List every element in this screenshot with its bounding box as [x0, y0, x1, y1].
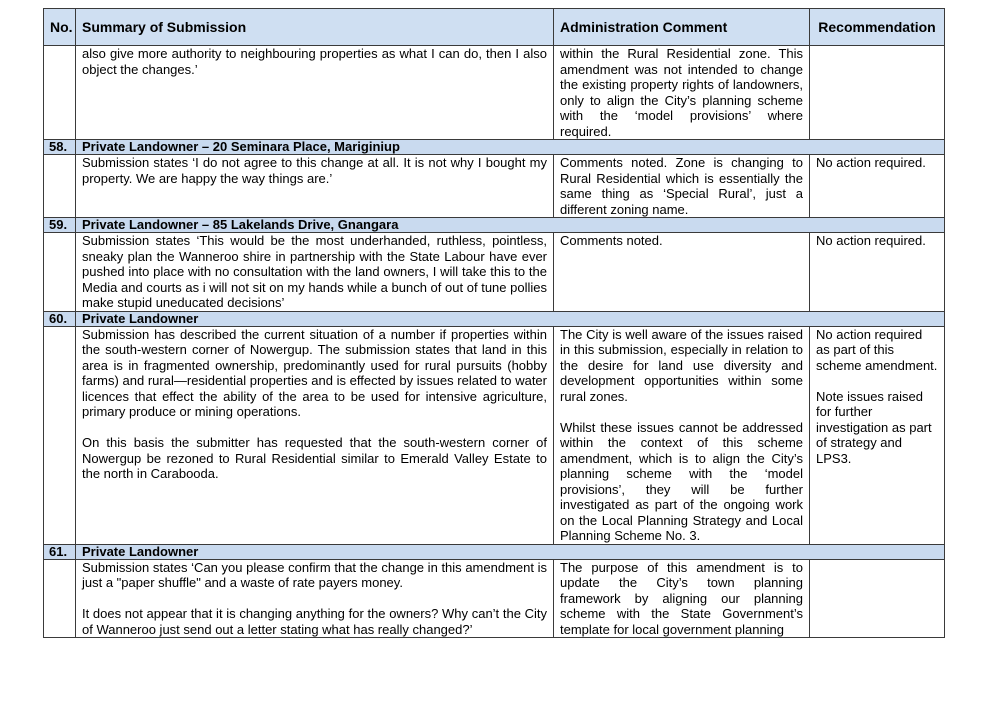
continued-row [44, 46, 945, 140]
header-comment: Administration Comment [554, 9, 810, 46]
administration-comment-cell [554, 233, 810, 312]
continued-summary-text: also give more authority to neighbouring properties as what I can do, then I also object the changes.’ [82, 46, 547, 77]
submission-detail-row [44, 559, 945, 638]
recommendation-text: No action required. [816, 155, 926, 170]
submission-detail-row [44, 233, 945, 312]
submission-detail-row [44, 155, 945, 218]
continued-summary-cell [76, 46, 554, 140]
summary-text: Submission states ‘I do not agree to this change at all. It is not why I bought my property. We are happy the way things are.’ [82, 155, 547, 186]
submission-heading-row [44, 140, 945, 155]
summary-text: On this basis the submitter has requested that the south-western corner of Nowergup be rezoned to Rural Residential similar to Emerald Valley Estate to the north in Carabooda. [82, 435, 547, 481]
summary-text: Submission states ‘Can you please confirm that the change in this amendment is just a "paper shuffle" and a waste of rate payers money. [82, 559, 547, 590]
submission-number-cell [44, 155, 76, 218]
submission-title: Private Landowner [76, 311, 945, 326]
submission-number-cell [44, 559, 76, 638]
continued-comment-text: within the Rural Residential zone. This amendment was not intended to change the existing property rights of landowners, only to align the City’s planning scheme with the ‘model provisions’ where required. [560, 46, 803, 139]
submission-heading-row [44, 311, 945, 326]
recommendation-cell [810, 155, 945, 218]
submissions-table-page [43, 8, 944, 638]
submission-heading-row [44, 544, 945, 559]
recommendation-text: Note issues raised for further investigation as part of strategy and LPS3. [816, 388, 932, 466]
header-recommendation: Recommendation [810, 9, 945, 46]
submission-number: 61. [44, 544, 76, 559]
recommendation-cell [810, 559, 945, 638]
comment-text: Comments noted. Zone is changing to Rural Residential which is essentially the same thing as ‘Special Rural’, just a different zoning name. [560, 155, 803, 217]
recommendation-cell [810, 233, 945, 312]
submission-number: 60. [44, 311, 76, 326]
recommendation-text: No action required. [816, 233, 926, 248]
submission-number: 59. [44, 218, 76, 233]
submission-summary-cell [76, 233, 554, 312]
summary-text: Submission states ‘This would be the most underhanded, ruthless, pointless, sneaky plan the Wanneroo shire in partnership with the State Labour have ever pushed into place with no consultation with the land owners, I will take this to the Media and courts as i will not sit on my hands while a bunch of out of tune pollies make stupid uneducated decisions’ [82, 233, 547, 310]
recommendation-text: No action required as part of this scheme amendment. [816, 326, 938, 373]
submission-number-cell [44, 326, 76, 544]
submission-summary-cell [76, 326, 554, 544]
summary-text: It does not appear that it is changing anything for the owners? Why can’t the City of Wanneroo just send out a letter stating what has really changed?’ [82, 606, 547, 637]
administration-comment-cell [554, 326, 810, 544]
comment-text: Whilst these issues cannot be addressed within the context of this scheme amendment, which is to align the City’s planning scheme with the ‘model provisions’, they will be further investigated as part of the ongoing work on the Local Planning Strategy and Local Planning Scheme No. 3. [560, 419, 803, 543]
continued-recommendation-cell [810, 46, 945, 140]
submission-summary-cell [76, 559, 554, 638]
administration-comment-cell [554, 559, 810, 638]
header-summary: Summary of Submission [76, 9, 554, 46]
recommendation-cell [810, 326, 945, 544]
submission-title: Private Landowner – 85 Lakelands Drive, Gnangara [76, 218, 945, 233]
continued-number-cell [44, 46, 76, 140]
header-no: No. [44, 9, 76, 46]
table-header-row [44, 9, 945, 46]
summary-text: Submission has described the current situation of a number if properties within the south-western corner of Nowergup. The submission states that land in this area is in fragmented ownership, predominantly used for rural pursuits (hobby farms) and rural—residential properties and is effected by issues related to water licences that effect the ability of the area to be used for intensive agriculture, primary produce or mining operations. [82, 326, 547, 419]
submission-title: Private Landowner [76, 544, 945, 559]
submissions-table [43, 8, 945, 638]
comment-text: The City is well aware of the issues raised in this submission, especially in relation to the desire for land use diversity and development opportunities within some rural zones. [560, 326, 803, 404]
submission-summary-cell [76, 155, 554, 218]
submission-number: 58. [44, 140, 76, 155]
submission-number-cell [44, 233, 76, 312]
comment-text: The purpose of this amendment is to update the City’s town planning framework by aligning our planning scheme with the State Government’s template for local government planning [560, 559, 803, 637]
continued-comment-cell [554, 46, 810, 140]
comment-text: Comments noted. [560, 233, 663, 248]
administration-comment-cell [554, 155, 810, 218]
submission-title: Private Landowner – 20 Seminara Place, Mariginiup [76, 140, 945, 155]
submission-heading-row [44, 218, 945, 233]
submission-detail-row [44, 326, 945, 544]
